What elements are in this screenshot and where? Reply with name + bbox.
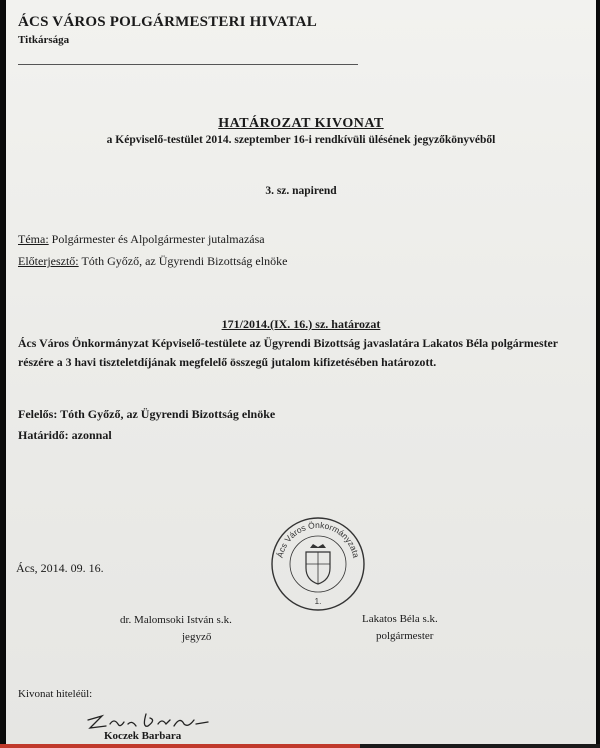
header-divider [18, 64, 358, 65]
video-progress-fill [0, 744, 360, 748]
document-title: HATÁROZAT KIVONAT [218, 116, 384, 131]
agenda-item: 3. sz. napirend [265, 185, 337, 197]
rapporteur-row [18, 254, 287, 269]
certifier-name: Koczek Barbara [104, 730, 182, 742]
office-name: ÁCS VÁROS POLGÁRMESTERI HIVATAL [18, 14, 317, 30]
document-subtitle: a Képviselő-testület 2014. szeptember 16-i rendkívüli ülésének jegyzőkönyvéből [106, 134, 496, 146]
responsible-label: Felelős: [18, 407, 58, 421]
seal-text: Ács Város Önkormányzata [274, 519, 362, 559]
department-name: Titkársága [18, 34, 70, 46]
rapporteur-value: Tóth Győző, az Ügyrendi Bizottság elnöke [81, 254, 288, 268]
rapporteur-label: Előterjesztő: [18, 254, 79, 268]
deadline-value: azonnal [71, 428, 112, 442]
date-place: Ács, 2014. 09. 16. [16, 561, 104, 575]
resolution-number: 171/2014.(IX. 16.) sz. határozat [221, 317, 381, 331]
topic-row [18, 232, 265, 247]
topic-value: Polgármester és Alpolgármester jutalmazása [51, 232, 265, 246]
mayor-role: polgármester [376, 630, 434, 642]
official-seal-icon [268, 514, 368, 614]
topic-label: Téma: [18, 232, 49, 246]
responsible-row [18, 407, 275, 422]
responsible-value: Tóth Győző, az Ügyrendi Bizottság elnöke [60, 407, 276, 421]
notary-role: jegyző [182, 631, 212, 643]
mayor-signature-name: Lakatos Béla s.k. [362, 613, 438, 625]
document-page [6, 0, 596, 748]
certification-label: Kivonat hiteléül: [18, 688, 93, 700]
resolution-body: Ács Város Önkormányzat Képviselő-testülete az Ügyrendi Bizottság javaslatára Lakatos Béla polgármester részére a 3 havi tiszteletdíjának megfelelő összegű jutalom kifizetésében határozott. [18, 336, 558, 369]
seal-number: 1. [314, 597, 322, 606]
notary-signature-name: dr. Malomsoki István s.k. [120, 614, 232, 626]
deadline-label: Határidő: [18, 428, 69, 442]
deadline-row [18, 428, 112, 443]
